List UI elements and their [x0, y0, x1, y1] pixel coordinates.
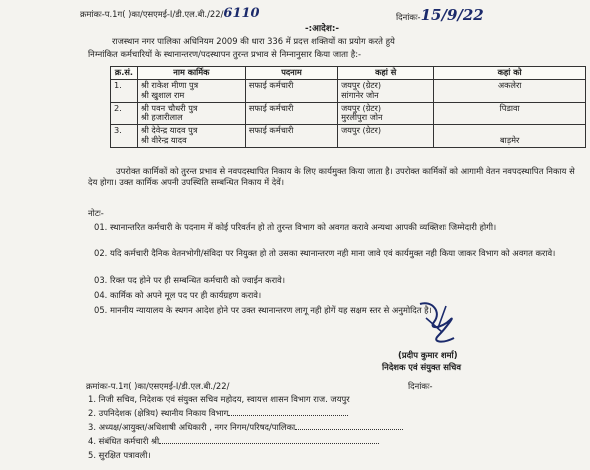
note-item: 05. माननीय न्यायालय के स्थगन आदेश होने पर उक्त स्थानान्तरण लागू नही होगें यह सक्षम स्तर से अनुमोदित है। [94, 305, 432, 315]
table-row [111, 125, 586, 148]
row-designation: सफाई कर्मचारी [245, 79, 337, 102]
header-to: कहां को [434, 67, 586, 80]
row-name [137, 125, 245, 148]
row-from [338, 102, 434, 125]
row-from [338, 79, 434, 102]
date-line [396, 6, 484, 24]
transfer-table [110, 66, 586, 148]
header-serial: क्र.सं. [111, 67, 138, 80]
row-designation: सफाई कर्मचारी [245, 125, 337, 148]
intro-line-1: राजस्थान नगर पालिका अधिनियम 2009 की धारा 336 में प्रदत्त शक्तियों का प्रयोग करते हुये [112, 36, 395, 46]
from-line-1: जयपुर (ग्रेटर) [341, 102, 382, 113]
note-item: 03. रिक्त पद होने पर ही सम्बन्धित कर्मचारी को ज्वाईन करावे। [94, 275, 285, 285]
copy-reference: क्रमांकः-प.1ग( )का/एसएमई-I/डी.एल.बी./22/ [86, 381, 230, 391]
header-designation: पदनाम [245, 67, 337, 80]
blank-line [159, 443, 379, 444]
note-item: 04. कार्मिक को अपने मूल पद पर ही कार्यग्रहण करावे। [94, 290, 262, 300]
blank-line [228, 415, 348, 416]
copy-date-label: दिनांकः- [408, 381, 433, 391]
row-serial: 2. [111, 102, 138, 125]
copy-item-text: 2. उपनिदेशक (क्षेत्रिय) स्थानीय निकाय विभाग [88, 408, 229, 418]
row-serial: 3. [111, 125, 138, 148]
signature-image [412, 298, 464, 352]
row-name [137, 79, 245, 102]
row-to: बाड़मेर [434, 125, 586, 148]
name-line-1: श्री पवन चौधरी पुत्र [140, 102, 198, 113]
name-line-2: श्री खुशाल राम [140, 89, 185, 100]
reference-number-line [80, 6, 260, 22]
row-name [137, 102, 245, 125]
copy-item [88, 436, 379, 446]
header-name: नाम कार्मिक [137, 67, 245, 80]
table-row [111, 102, 586, 125]
row-serial: 1. [111, 79, 138, 102]
name-line-1: श्री देवेन्द्र यादव पुत्र [140, 125, 198, 136]
reference-prefix: क्रमांकः-प.1ग( )का/एसएमई-I/डी.एल.बी./22/ [80, 9, 224, 19]
from-line-1: जयपुर (ग्रेटर) [341, 125, 382, 136]
table-header-row [111, 67, 586, 80]
header-from: कहां से [338, 67, 434, 80]
name-line-2: श्री वीरेन्द्र यादव [140, 135, 187, 146]
note-label: नोटः- [88, 208, 104, 218]
copy-item-text: 4. संबंधित कर्मचारी श्री [88, 436, 160, 446]
reference-number: 6110 [223, 6, 260, 21]
date-label: दिनांकः- [396, 12, 421, 22]
copy-item-text: 3. अध्यक्ष/आयुक्त/अधिशाषी अधिकारी , नगर निगम/परिषद/पालिका [88, 422, 296, 432]
date-value: 15/9/22 [420, 6, 484, 24]
name-line-2: श्री हजारीलाल [140, 112, 183, 123]
from-line-2: मुरलीपुरा जोन [341, 112, 383, 123]
copy-item: 1. निजी सचिव, निदेशक एवं संयुक्त सचिव महोदय, स्वायत्त शासन विभाग राज. जयपुर [88, 394, 350, 404]
row-from [338, 125, 434, 148]
copy-item: 5. सुरक्षित पत्रावली। [88, 450, 151, 460]
signatory-name: (प्रदीप कुमार शर्मा) [398, 350, 458, 360]
note-item: 01. स्थानान्तरित कर्मचारी के पदनाम में कोई परिवर्तन हो तो तुरन्त विभाग को अवगत करावे अन्यथा आपकी व्यक्तिशः जिम्मेदारी होगी। [94, 222, 497, 232]
blank-line [295, 429, 403, 430]
row-designation: सफाई कर्मचारी [245, 102, 337, 125]
name-line-1: श्री राकेश मीणा पुत्र [140, 79, 199, 90]
row-to: पिडावा [434, 102, 586, 125]
copy-item [88, 422, 403, 432]
note-item: 02. यदि कर्मचारी दैनिक वेतनभोगी/संविदा पर नियुक्त हो तो उसका स्थानान्तरण नही माना जावे एवं कार्यमुक्त नही किया जाकर विभाग को अवगत करावे। [94, 248, 556, 258]
table-row [111, 79, 586, 102]
order-title: -:आदेश:- [305, 24, 339, 34]
from-line-1: जयपुर (ग्रेटर) [341, 79, 382, 90]
row-to: अकलेरा [434, 79, 586, 102]
signatory-designation: निदेशक एवं संयुक्त सचिव [382, 362, 462, 372]
intro-line-2: निम्नांकित कर्मचारियों के स्थानान्तरण/पदस्थापन तुरन्त प्रभाव से निम्नानुसार किया जाता है:- [88, 49, 362, 59]
from-line-2: सांगानेर जोन [341, 89, 379, 100]
copy-item [88, 408, 348, 418]
relieving-paragraph: उपरोक्त कार्मिकों को तुरन्त प्रभाव से नवपदस्थापित निकाय के लिए कार्यमुक्त किया जाता है। उपरोक्त कार्मिकों को आगामी वेतन नवपदस्थापित निकाय से देय होगा। उक्त कार्मिक अपनी उपस्थिति सम्बन्धित निकाय में देवें। [88, 166, 575, 188]
